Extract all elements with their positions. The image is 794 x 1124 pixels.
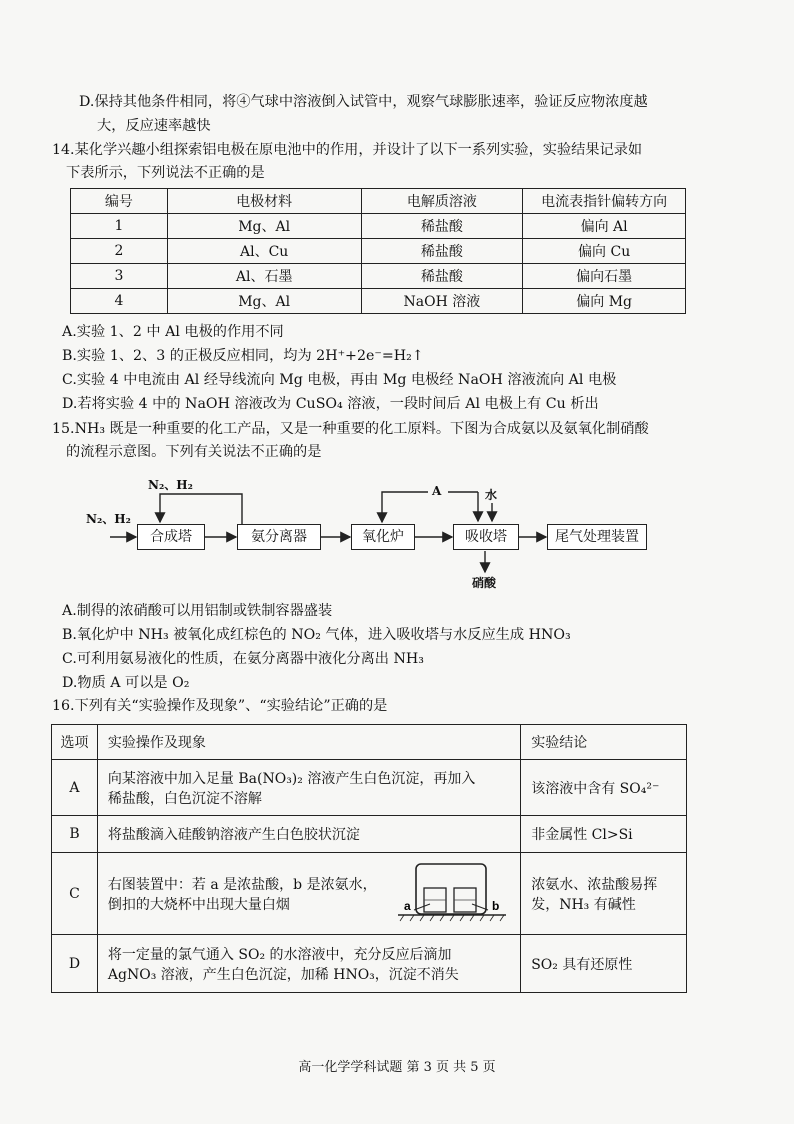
q16-operation-cell	[97, 816, 520, 853]
q16-header-cell: 实验操作及现象	[97, 725, 520, 760]
q15-option-d: D.物质 A 可以是 O₂	[62, 675, 190, 691]
q16-option-cell: C	[52, 853, 98, 935]
q16-conclusion-line: 浓氨水、浓盐酸易挥	[531, 876, 658, 893]
q15-stem-line2: 的流程示意图。下列有关说法不正确的是	[66, 444, 322, 460]
q13-option-d-line1: D.保持其他条件相同，将④气球中溶液倒入试管中，观察气球膨胀速率，验证反应物浓度越	[79, 94, 648, 110]
q14-header-cell: 电流表指针偏转方向	[523, 189, 686, 214]
fig-label-a: a	[404, 899, 411, 913]
q14-cell: 偏向 Cu	[523, 239, 686, 264]
flow-box-absorption-tower: 吸收塔	[453, 524, 519, 550]
q14-cell: 偏向石墨	[523, 264, 686, 289]
q16-operation-cell	[97, 760, 520, 816]
q16-header-cell: 实验结论	[521, 725, 687, 760]
q14-cell: Al、Cu	[167, 239, 361, 264]
q13-option-d-line2: 大，反应速率越快	[97, 118, 211, 134]
q14-cell: Al、石墨	[167, 264, 361, 289]
q16-operation-cell	[97, 853, 520, 935]
q16-conclusion-cell	[521, 935, 687, 993]
q14-cell: Mg、Al	[167, 289, 361, 314]
q16-operation-line: 稀盐酸，白色沉淀不溶解	[107, 790, 262, 807]
q14-cell: 稀盐酸	[361, 214, 523, 239]
q14-cell: 偏向 Mg	[523, 289, 686, 314]
q14-cell: NaOH 溶液	[361, 289, 523, 314]
q16-option-cell: B	[52, 816, 98, 853]
q14-cell: 3	[71, 264, 168, 289]
beaker-apparatus-figure	[394, 858, 512, 930]
q14-option-c: C.实验 4 中电流由 Al 经导线流向 Mg 电极，再由 Mg 电极经 NaOH 溶液流向 Al 电极	[62, 372, 617, 388]
q16-conclusion-cell	[521, 760, 687, 816]
q16-stem: 16.下列有关“实验操作及现象”、“实验结论”正确的是	[52, 698, 388, 714]
q15-option-a: A.制得的浓硝酸可以用铝制或铁制容器盛装	[62, 603, 333, 619]
q16-table	[51, 724, 687, 993]
q16-conclusion-cell	[521, 816, 687, 853]
q14-cell: Mg、Al	[167, 214, 361, 239]
q16-operation-cell	[97, 935, 520, 993]
q14-header-cell: 电解质溶液	[361, 189, 523, 214]
q14-cell: 1	[71, 214, 168, 239]
q16-conclusion-line: 非金属性 Cl>Si	[531, 827, 633, 843]
q14-option-b: B.实验 1、2、3 的正极反应相同，均为 2H⁺+2e⁻=H₂↑	[62, 348, 424, 364]
q14-cell: 稀盐酸	[361, 239, 523, 264]
q16-operation-line: 向某溶液中加入足量 Ba(NO₃)₂ 溶液产生白色沉淀，再加入	[107, 770, 476, 787]
flow-box-ammonia-separator: 氨分离器	[237, 524, 321, 550]
q14-cell: 4	[71, 289, 168, 314]
q15-stem-line1: 15.NH₃ 既是一种重要的化工产品，又是一种重要的化工原料。下图为合成氨以及氨氧化制硝酸	[52, 421, 649, 437]
q16-header-cell: 选项	[52, 725, 98, 760]
q16-conclusion-line: SO₂ 具有还原性	[531, 956, 633, 973]
q16-operation-line: 将盐酸滴入硅酸钠溶液产生白色胶状沉淀	[107, 827, 360, 843]
table-row	[52, 853, 687, 935]
q14-cell: 2	[71, 239, 168, 264]
q14-header-cell: 编号	[71, 189, 168, 214]
flow-a-label: A	[432, 484, 442, 498]
q16-operation-line: 将一定量的氯气通入 SO₂ 的水溶液中，充分反应后滴加	[107, 946, 452, 963]
q14-stem-line1: 14.某化学兴趣小组探索铝电极在原电池中的作用，并设计了以下一系列实验，实验结果记录如	[52, 142, 643, 158]
q14-cell: 偏向 Al	[523, 214, 686, 239]
a-feed-line	[382, 492, 428, 522]
table-row	[52, 760, 687, 816]
q16-operation-line: 右图装置中：若 a 是浓盐酸，b 是浓氨水，	[107, 876, 377, 893]
recycle-loop	[160, 494, 242, 524]
q16-conclusion-cell	[521, 853, 687, 935]
q16-conclusion-line: 发，NH₃ 有碱性	[531, 896, 636, 913]
q14-option-d: D.若将实验 4 中的 NaOH 溶液改为 CuSO₄ 溶液，一段时间后 Al 电极上有 Cu 析出	[62, 396, 599, 412]
q16-option-cell: A	[52, 760, 98, 816]
flow-box-oxidation-furnace: 氧化炉	[351, 524, 415, 550]
q14-option-a: A.实验 1、2 中 Al 电极的作用不同	[62, 324, 284, 340]
q16-operation-line: AgNO₃ 溶液，产生白色沉淀，加稀 HNO₃，沉淀不消失	[107, 966, 459, 983]
q16-table-header	[52, 725, 687, 760]
table-row	[52, 935, 687, 993]
fig-label-b: b	[492, 899, 500, 913]
q16-operation-line: 倒扣的大烧杯中出现大量白烟	[107, 896, 290, 913]
q15-option-b: B.氧化炉中 NH₃ 被氧化成红棕色的 NO₂ 气体，进入吸收塔与水反应生成 HNO₃	[62, 627, 571, 643]
table-row	[52, 816, 687, 853]
page-footer: 高一化学学科试题 第 3 页 共 5 页	[298, 1060, 496, 1075]
flow-input-label: N₂、H₂	[86, 512, 131, 526]
flow-recycle-label: N₂、H₂	[148, 478, 193, 492]
flow-product-label: 硝酸	[472, 576, 497, 590]
q14-stem-line2: 下表所示，下列说法不正确的是	[66, 165, 265, 181]
q16-conclusion-line: 该溶液中含有 SO₄²⁻	[531, 780, 660, 797]
q16-option-cell: D	[52, 935, 98, 993]
flow-box-synthesis-tower: 合成塔	[137, 524, 205, 550]
q14-cell: 稀盐酸	[361, 264, 523, 289]
q14-header-cell: 电极材料	[167, 189, 361, 214]
flow-box-tail-gas-treatment: 尾气处理装置	[547, 524, 647, 550]
flow-water-label: 水	[485, 488, 498, 502]
q15-option-c: C.可利用氨易液化的性质，在氨分离器中液化分离出 NH₃	[62, 651, 424, 667]
